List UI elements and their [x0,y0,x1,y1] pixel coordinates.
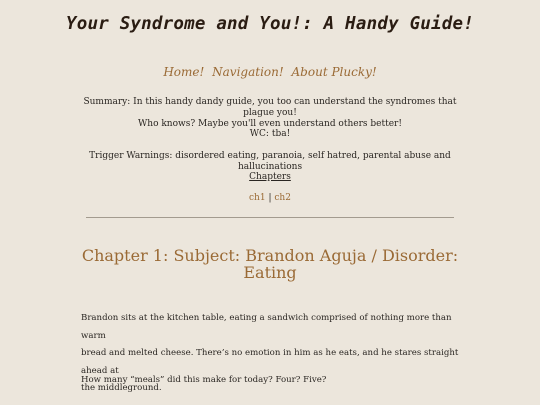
summary [70,97,470,130]
top-navigation [0,65,540,79]
chapters-heading: Chapters [249,172,291,182]
chapter-link-separator: | [268,193,272,203]
word-count: WC: tba! [249,129,291,139]
nav-link-about[interactable]: About Plucky! [291,65,377,79]
chapter-links [70,193,470,204]
chapter-title [80,247,460,281]
page-title: Your Syndrome and You!: A Handy Guide! [66,14,474,34]
summary-line-1: Summary: In this handy dandy guide, you too can understand the syndromes that plague you! [83,97,457,118]
summary-line-2: Who knows? Maybe you'll even understand others better! [138,119,402,129]
chapter-title-line-1: Chapter 1: Subject: Brandon Aguja / Disorder: [81,246,459,265]
chapter-link-ch2[interactable]: ch2 [274,193,291,203]
story-paragraph-2: How many “meals” did this make for today? Four? Five? [81,375,327,385]
nav-link-navigation[interactable]: Navigation! [212,65,284,79]
nav-link-home[interactable]: Home! [163,65,205,79]
paragraph-line: the middleground. [81,383,162,393]
paragraph-line: Brandon sits at the kitchen table, eating a sandwich comprised of nothing more than warm [81,313,452,341]
section-divider [86,217,454,218]
trigger-warnings: Trigger Warnings: disordered eating, paranoia, self hatred, parental abuse and hallucinations [89,151,451,172]
chapter-link-ch1[interactable]: ch1 [249,193,266,203]
paragraph-line: bread and melted cheese. There’s no emotion in him as he eats, and he stares straight ahead at [81,348,459,376]
chapter-title-line-2: Eating [243,263,297,282]
